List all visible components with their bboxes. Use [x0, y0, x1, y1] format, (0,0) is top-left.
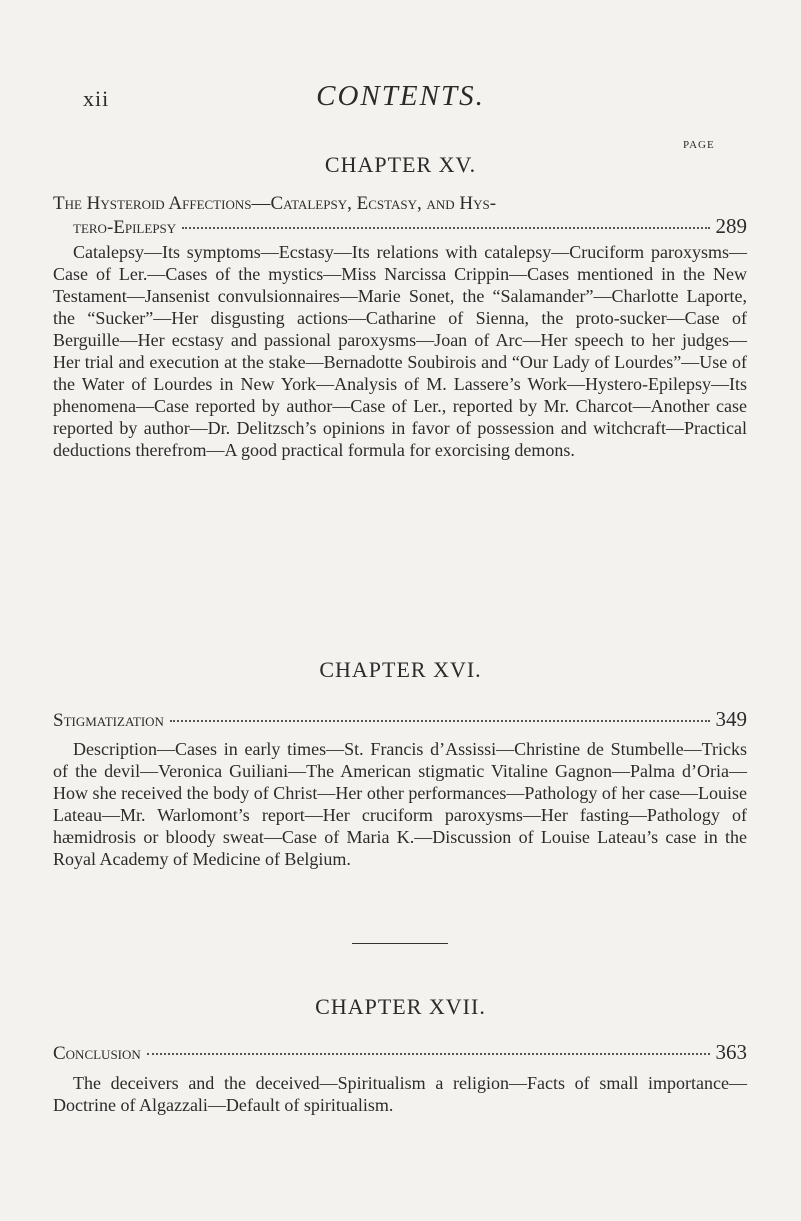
dot-leader [170, 720, 710, 722]
chapter-summary-xv: Catalepsy—Its symptoms—Ecstasy—Its relations with catalepsy—Cruciform paroxysms—Case of Ler.—Cases of the mystics—Miss Narcissa Crippin—Cases mentioned in the New Testament—Jansenist convulsionnaires—Marie Sonet, the “Salamander”—Charlotte Laporte, the “Sucker”—Her disgusting actions—Catharine of Sienna, the proto-sucker—Case of Berguille—Her ecstasy and passional paroxysms—Joan of Arc—Her speech to her judges—Her trial and execution at the stake—Bernadotte Soubirois and “Our Lady of Lourdes”—Use of the Water of Lourdes in New York—Analysis of M. Lassere’s Work—Hystero-Epilepsy—Its phenomena—Case reported by author—Case of Ler., reported by Mr. Charcot—Another case reported by author—Dr. Delitzsch’s opinions in favor of possession and witchcraft—Practical deductions therefrom—A good practical formula for exorcising demons. [53, 242, 747, 460]
toc-entry-page: 289 [715, 214, 747, 238]
running-head [0, 78, 801, 118]
chapter-summary-xvii: The deceivers and the deceived—Spiritualism a religion—Facts of small importance—Doctrine of Algazzali—Default of spiritualism. [53, 1073, 747, 1115]
toc-entry-title: Stigmatization [53, 710, 164, 731]
toc-entry-xv [53, 193, 747, 239]
dot-leader [182, 227, 709, 229]
chapter-heading-xv: CHAPTER XV. [324, 152, 477, 177]
toc-entry-title: Conclusion [53, 1043, 141, 1064]
section-divider [352, 943, 448, 944]
chapter-summary-xvi: Description—Cases in early times—St. Francis d’Assissi—Christine de Stumbelle—Tricks of the devil—Veronica Guiliani—The American stigmatic Vitaline Gagnon—Palma d’Oria—How she received the body of Christ—Her other performances—Pathology of her case—Louise Lateau—Mr. Warlomont’s report—Her cruciform paroxysms—Her fasting—Pathology of hæmidrosis or bloody sweat—Case of Maria K.—Discussion of Louise Lateau’s case in the Royal Academy of Medicine of Belgium. [53, 739, 747, 869]
toc-entry-xvii [53, 1041, 747, 1065]
chapter-heading-xvi: CHAPTER XVI. [319, 657, 482, 682]
toc-entry-title: The Hysteroid Affections—Catalepsy, Ecstasy, and Hys- [53, 193, 497, 214]
toc-entry-page: 363 [715, 1040, 747, 1064]
toc-entry-page: 349 [715, 707, 747, 731]
toc-entry-xvi [53, 708, 747, 732]
dot-leader [147, 1053, 710, 1055]
toc-entry-title-cont: tero-Epilepsy [73, 217, 177, 238]
page-title: CONTENTS. [316, 80, 485, 112]
page-folio: xii [83, 86, 110, 111]
page-column-label: PAGE [683, 139, 715, 151]
chapter-heading-xvii: CHAPTER XVII. [315, 994, 486, 1019]
